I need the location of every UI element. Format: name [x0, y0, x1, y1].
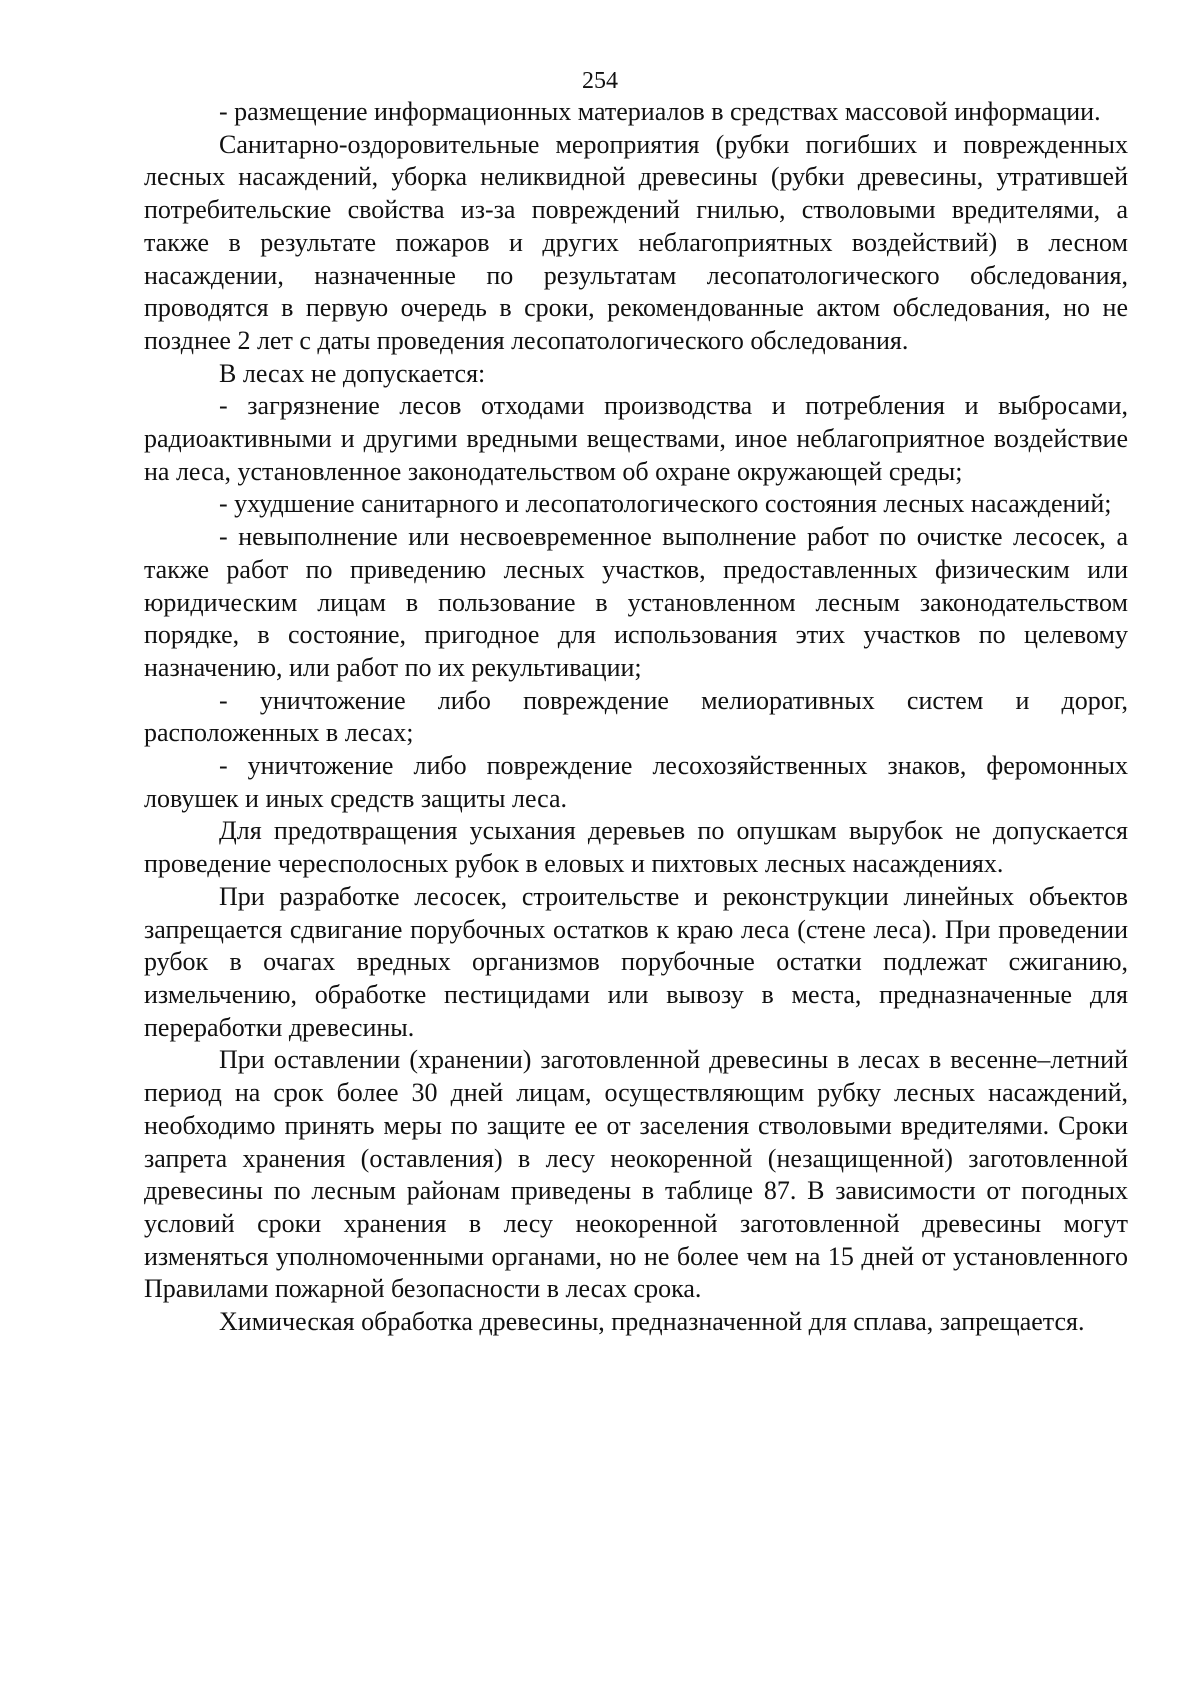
- paragraph-sanitary-measures: Санитарно-оздоровительные мероприятия (рубки погибших и поврежденных лесных насаждений, уборка неликвидной древесины (рубки древесины, утратившей потребительские свойства из-за повреждений гнилью, стволовыми вредителями, а также в результате пожаров и других неблагоприятных воздействий) в лесном насаждении, назначенные по результатам лесопатологического обследования, проводятся в первую очередь в сроки, рекомендованные актом обследования, но не позднее 2 лет с даты проведения лесопатологического обследования.: [144, 129, 1128, 355]
- paragraph-logging-residues: При разработке лесосек, строительстве и реконструкции линейных объектов запрещается сдвигание порубочных остатков к краю леса (стене леса). При проведении рубок в очагах вредных организмов порубочные остатки подлежат сжиганию, измельчению, обработке пестицидами или вывозу в места, предназначенные для переработки древесины.: [144, 881, 1128, 1042]
- paragraph-timber-storage: При оставлении (хранении) заготовленной древесины в лесах в весенне–летний период на срок более 30 дней лицам, осуществляющим рубку лесных насаждений, необходимо принять меры по защите ее от заселения стволовыми вредителями. Сроки запрета хранения (оставления) в лесу неокоренной (незащищенной) заготовленной древесины по лесным районам приведены в таблице 87. В зависимости от погодных условий сроки хранения в лесу неокоренной заготовленной древесины могут изменяться уполномоченными органами, но не более чем на 15 дней от установленного Правилами пожарной безопасности в лесах срока.: [144, 1045, 1128, 1304]
- paragraph-sanitary-deterioration: - ухудшение санитарного и лесопатологического состояния лесных насаждений;: [219, 489, 1112, 519]
- paragraph-edge-drying: Для предотвращения усыхания деревьев по опушкам вырубок не допускается проведение чересполосных рубок в еловых и пихтовых лесных насаждениях.: [144, 816, 1128, 879]
- document-body: [144, 96, 1128, 1339]
- paragraph-forestry-signs-damage: - уничтожение либо повреждение лесохозяйственных знаков, феромонных ловушек и иных средств защиты леса.: [144, 751, 1128, 813]
- paragraph-media-info: - размещение информационных материалов в средствах массовой информации.: [219, 97, 1101, 126]
- paragraph-chemical-treatment: Химическая обработка древесины, предназначенной для сплава, запрещается.: [219, 1307, 1085, 1337]
- paragraph-pollution: - загрязнение лесов отходами производства и потребления и выбросами, радиоактивными и другими вредными веществами, иное неблагоприятное воздействие на леса, установленное законодательством об охране окружающей среды;: [144, 391, 1128, 486]
- page-number: 254: [582, 68, 618, 94]
- paragraph-melioration-damage: - уничтожение либо повреждение мелиоративных систем и дорог, расположенных в лесах;: [144, 685, 1128, 748]
- paragraph-cleanup-failure: - невыполнение или несвоевременное выполнение работ по очистке лесосек, а также работ по приведению лесных участков, предоставленных физическим или юридическим лицам в пользование в установленном лесным законодательством порядке, в состояние, пригодное для использования этих участков по целевому назначению, или работ по их рекультивации;: [144, 522, 1128, 682]
- paragraph-not-allowed-heading: В лесах не допускается:: [219, 358, 486, 388]
